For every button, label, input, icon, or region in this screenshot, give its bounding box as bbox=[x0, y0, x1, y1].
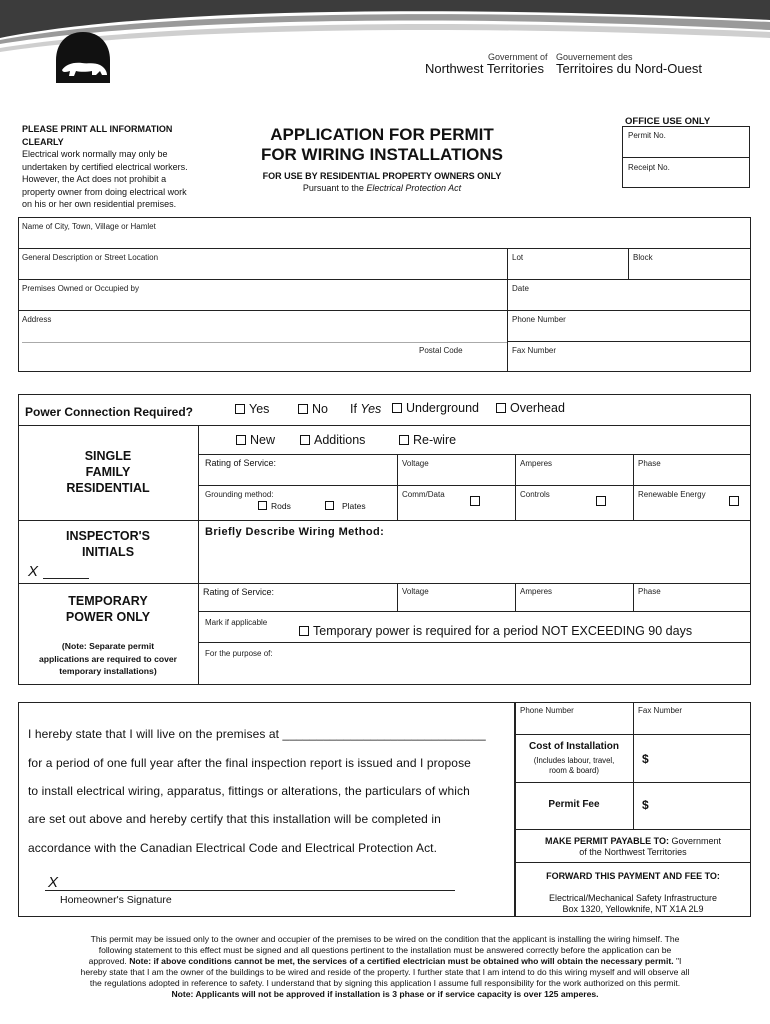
title-line-2: FOR WIRING INSTALLATIONS bbox=[260, 145, 504, 164]
general-description-label: General Description or Street Location bbox=[22, 253, 159, 262]
comm-data-checkbox[interactable] bbox=[470, 496, 480, 506]
permit-no-field[interactable] bbox=[623, 141, 749, 156]
permit-fee-field[interactable] bbox=[654, 794, 748, 816]
general-description-field[interactable] bbox=[19, 263, 506, 278]
receipt-no-label: Receipt No. bbox=[628, 163, 670, 172]
payment-phone-label: Phone Number bbox=[520, 706, 574, 715]
address-label: Address bbox=[22, 315, 52, 324]
wiring-method-field[interactable] bbox=[199, 541, 750, 582]
if-yes-label: If Yes bbox=[350, 402, 382, 416]
plates-checkbox[interactable] bbox=[325, 501, 334, 510]
footer-notice: This permit may be issued only to the owner and occupier of the premises to be wired on the condition that the applicant is installing the wiring himself. The following statement to this effect must be signed and all questions pertinent to the installation must be answered correctly before the application can be approved. Note: if above conditions cannot be met, the services of a certified electrician must be obtained who will obtain the necessary permit. "I hereby state that I am the owner of the buildings to be wired and reside of the property. I further state that I am intend to do this wiring myself and will observe all the regulations adopted in reference to safety. I understand that by signing this application I assume full responsibility for the work authorized on this permit. Note: Applicants will not be approved if installation is 3 phase or if service capacity is over 125 amperes. bbox=[80, 934, 690, 999]
new-option[interactable]: New bbox=[236, 433, 275, 447]
wiring-method-label: Briefly Describe Wiring Method: bbox=[205, 526, 385, 538]
payment-fax-label: Fax Number bbox=[638, 706, 683, 715]
phone-field[interactable] bbox=[508, 325, 750, 340]
payment-phone-field[interactable] bbox=[516, 716, 632, 733]
grounding-method-label: Grounding method: bbox=[205, 490, 274, 499]
rating-of-service-field[interactable] bbox=[199, 469, 396, 484]
temp-amperes-field[interactable] bbox=[516, 597, 632, 610]
forward-payment-label: FORWARD THIS PAYMENT AND FEE TO: bbox=[546, 871, 720, 881]
temp-rating-label: Rating of Service: bbox=[203, 587, 275, 597]
renewable-energy-label: Renewable Energy bbox=[638, 490, 706, 499]
homeowner-signature-field[interactable] bbox=[62, 874, 452, 889]
rods-option[interactable]: Rods bbox=[258, 501, 291, 511]
underground-option[interactable]: Underground bbox=[392, 401, 479, 415]
intro-instructions bbox=[22, 123, 232, 211]
declaration-line: for a period of one full year after the final inspection report is issued and I propose bbox=[28, 756, 471, 770]
fax-field[interactable] bbox=[508, 356, 750, 371]
phase-field[interactable] bbox=[634, 469, 750, 484]
new-checkbox[interactable] bbox=[236, 435, 246, 445]
inspector-initials-field[interactable] bbox=[43, 565, 89, 578]
intro-line: Electrical work normally may only be bbox=[22, 149, 168, 159]
phone-label: Phone Number bbox=[512, 315, 566, 324]
lot-label: Lot bbox=[512, 253, 524, 262]
additions-option[interactable]: Additions bbox=[300, 433, 365, 447]
mark-if-applicable-label: Mark if applicable bbox=[205, 618, 268, 627]
intro-heading-2: CLEARLY bbox=[22, 136, 64, 147]
declaration-line: I hereby state that I will live on the premises at ______________________________ bbox=[28, 727, 486, 741]
payment-fax-field[interactable] bbox=[634, 716, 750, 733]
rewire-checkbox[interactable] bbox=[399, 435, 409, 445]
permit-no-label: Permit No. bbox=[628, 131, 666, 140]
voltage-field[interactable] bbox=[398, 469, 514, 484]
power-no-checkbox[interactable] bbox=[298, 404, 308, 414]
overhead-checkbox[interactable] bbox=[496, 403, 506, 413]
additions-checkbox[interactable] bbox=[300, 435, 310, 445]
office-use-title: OFFICE USE ONLY bbox=[625, 116, 711, 127]
postal-code-field[interactable] bbox=[419, 356, 505, 370]
block-field[interactable] bbox=[629, 263, 750, 278]
single-family-title: SINGLE FAMILY RESIDENTIAL bbox=[66, 449, 150, 495]
intro-line: property owner from doing electrical work bbox=[22, 186, 187, 197]
temporary-power-checkbox[interactable] bbox=[299, 626, 309, 636]
title-line-1: APPLICATION FOR PERMIT bbox=[270, 125, 494, 144]
signature-x-mark: X bbox=[48, 874, 59, 891]
header-banner bbox=[0, 0, 770, 95]
receipt-no-field[interactable] bbox=[623, 172, 749, 187]
temporary-power-option[interactable]: Temporary power is required for a period NOT EXCEEDING 90 days bbox=[299, 624, 692, 638]
inspector-initials-title: INSPECTOR'S INITIALS bbox=[65, 529, 150, 559]
inspector-x-mark: X bbox=[28, 563, 39, 580]
cost-of-installation-label: Cost of Installation bbox=[529, 741, 619, 752]
gov-fr-small: Gouvernement des bbox=[556, 52, 633, 62]
amperes-field[interactable] bbox=[516, 469, 632, 484]
comm-data-label: Comm/Data bbox=[402, 490, 445, 499]
plates-option[interactable]: Plates bbox=[325, 501, 366, 511]
name-city-field[interactable] bbox=[19, 232, 750, 247]
temp-amperes-label: Amperes bbox=[520, 587, 553, 596]
intro-line: undertaken by certified electrical workers. bbox=[22, 161, 188, 172]
form-title bbox=[232, 125, 532, 193]
signature-label: Homeowner's Signature bbox=[60, 894, 172, 906]
voltage-label: Voltage bbox=[402, 459, 429, 468]
block-label: Block bbox=[633, 253, 653, 262]
amperes-label: Amperes bbox=[520, 459, 553, 468]
gov-en-small: Government of bbox=[488, 52, 548, 62]
temp-voltage-field[interactable] bbox=[398, 597, 514, 610]
cost-of-installation-field[interactable] bbox=[654, 748, 748, 770]
controls-label: Controls bbox=[520, 490, 550, 499]
temp-phase-label: Phase bbox=[638, 587, 661, 596]
controls-checkbox[interactable] bbox=[596, 496, 606, 506]
phase-label: Phase bbox=[638, 459, 661, 468]
temporary-power-title: TEMPORARY POWER ONLY bbox=[65, 594, 151, 624]
rewire-option[interactable]: Re-wire bbox=[399, 433, 456, 447]
date-field[interactable] bbox=[508, 294, 750, 309]
overhead-option[interactable]: Overhead bbox=[496, 401, 565, 415]
government-name bbox=[425, 52, 725, 78]
lot-field[interactable] bbox=[508, 263, 627, 278]
cost-note: (Includes labour, travel, room & board) bbox=[533, 756, 615, 775]
intro-heading: PLEASE PRINT ALL INFORMATION bbox=[22, 124, 173, 134]
premises-address-field[interactable] bbox=[289, 724, 501, 740]
temp-voltage-label: Voltage bbox=[402, 587, 429, 596]
name-city-label: Name of City, Town, Village or Hamlet bbox=[22, 222, 156, 231]
date-label: Date bbox=[512, 284, 529, 293]
intro-line: on his or her own residential premises. bbox=[22, 199, 177, 209]
gov-fr: Territoires du Nord-Ouest bbox=[556, 61, 702, 76]
pursuant-text: Pursuant to the Electrical Protection Act bbox=[302, 183, 462, 193]
renewable-energy-checkbox[interactable] bbox=[729, 496, 739, 506]
cost-dollar-sign: $ bbox=[642, 752, 649, 766]
gov-en: Northwest Territories bbox=[425, 61, 544, 76]
power-connection-question: Power Connection Required? bbox=[25, 405, 194, 419]
form-subtitle: FOR USE BY RESIDENTIAL PROPERTY OWNERS ONLY bbox=[262, 171, 502, 181]
postal-code-label: Postal Code bbox=[419, 346, 463, 355]
rating-of-service-label: Rating of Service: bbox=[205, 458, 277, 468]
payable-to-text: MAKE PERMIT PAYABLE TO: Government of the Northwest Territories bbox=[544, 836, 722, 857]
purpose-label: For the purpose of: bbox=[205, 649, 273, 658]
declaration-line: are set out above and hereby certify that this installation will be completed in bbox=[28, 812, 441, 826]
premises-field[interactable] bbox=[19, 294, 506, 309]
purpose-field[interactable] bbox=[199, 659, 750, 684]
rods-checkbox[interactable] bbox=[258, 501, 267, 510]
temporary-note: (Note: Separate permit applications are required to cover temporary installations) bbox=[38, 641, 178, 676]
fax-label: Fax Number bbox=[512, 346, 557, 355]
intro-line: However, the Act does not prohibit a bbox=[22, 174, 167, 184]
temp-rating-field[interactable] bbox=[199, 597, 396, 610]
fee-dollar-sign: $ bbox=[642, 798, 649, 812]
declaration-line: to install electrical wiring, apparatus, fittings or alterations, the particulars of which bbox=[28, 784, 470, 798]
declaration-line: accordance with the Canadian Electrical Code and Electrical Protection Act. bbox=[28, 841, 438, 855]
power-yes-checkbox[interactable] bbox=[235, 404, 245, 414]
mailing-address: Electrical/Mechanical Safety Infrastructure Box 1320, Yellowknife, NT X1A 2L9 bbox=[548, 893, 718, 914]
nwt-bear-logo bbox=[52, 30, 114, 85]
power-no-option[interactable]: No bbox=[298, 402, 328, 416]
underground-checkbox[interactable] bbox=[392, 403, 402, 413]
temp-phase-field[interactable] bbox=[634, 597, 750, 610]
permit-fee-label: Permit Fee bbox=[548, 799, 600, 810]
address-field[interactable] bbox=[19, 325, 506, 341]
premises-label: Premises Owned or Occupied by bbox=[22, 284, 139, 293]
power-yes-option[interactable]: Yes bbox=[235, 402, 269, 416]
